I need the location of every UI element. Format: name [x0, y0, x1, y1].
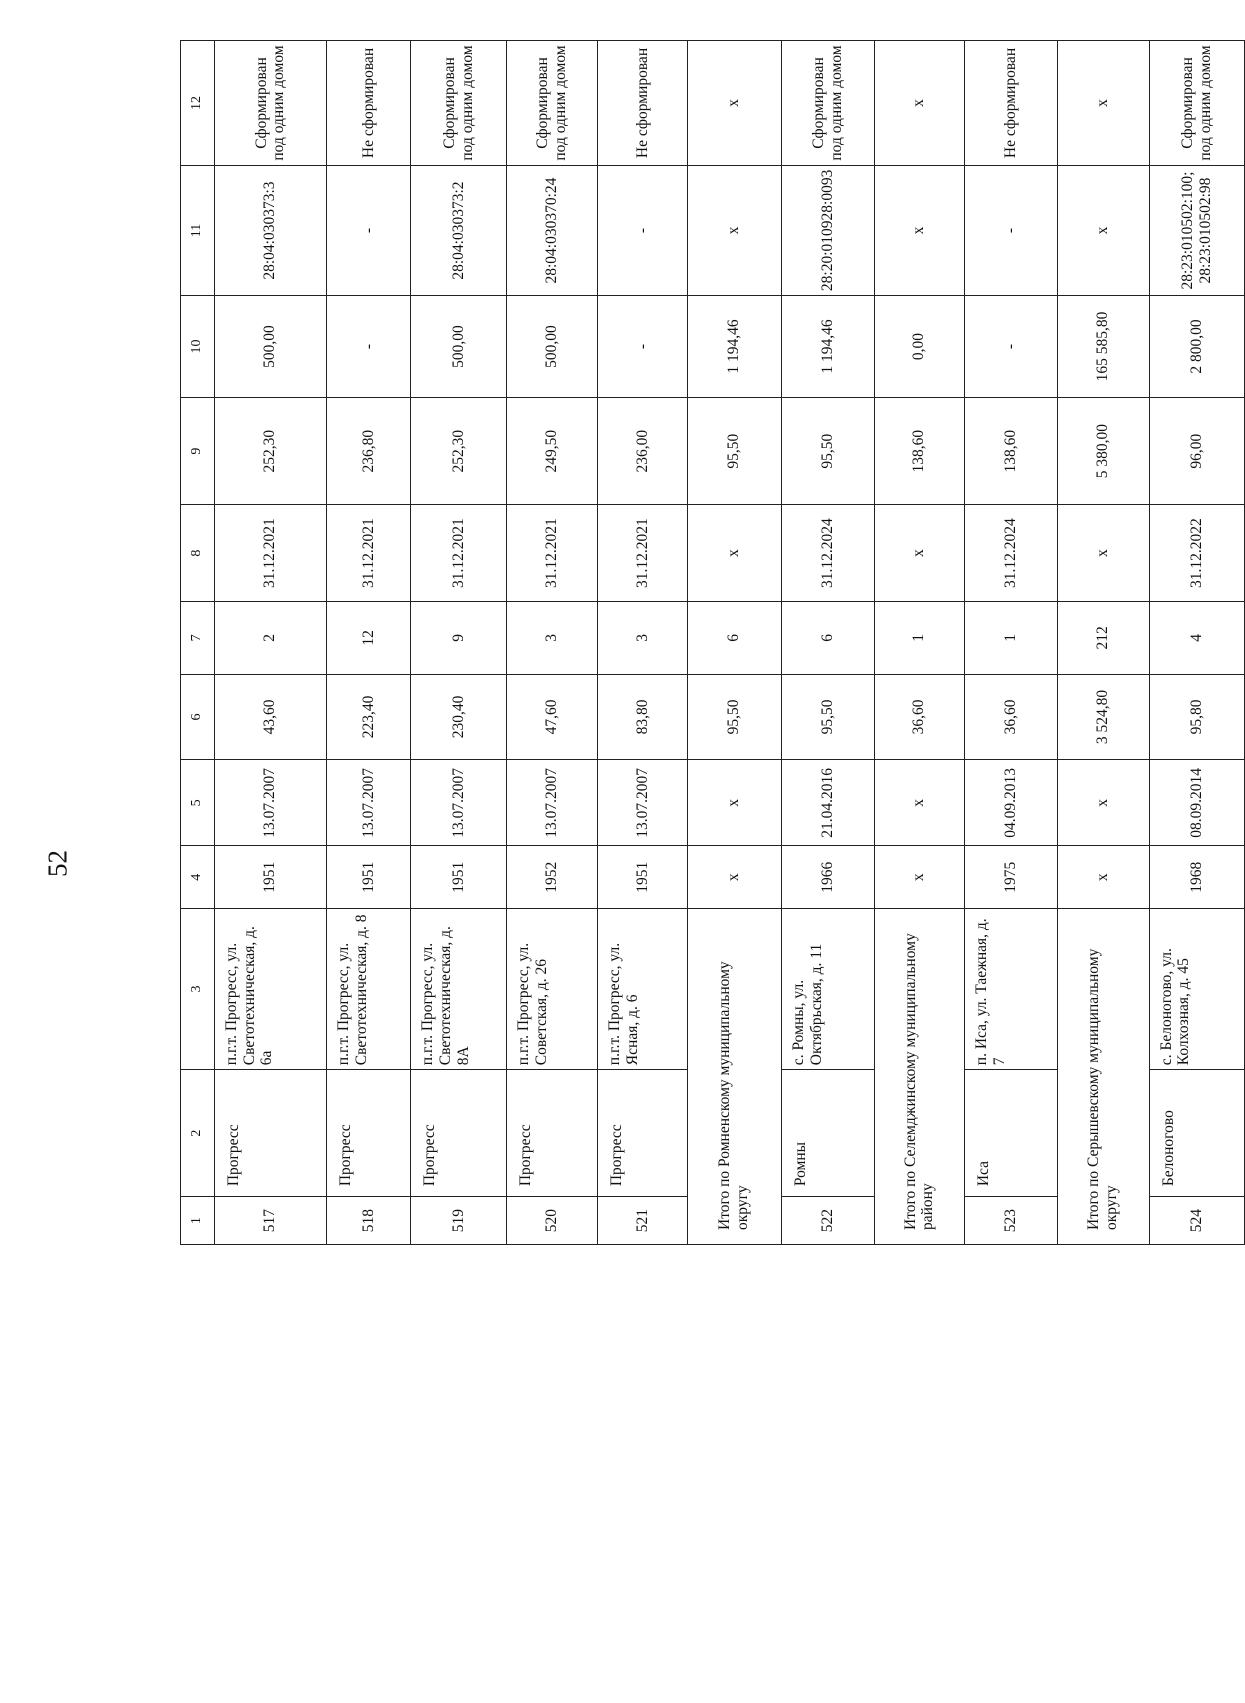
cell-col-3: п.г.т. Прогресс, ул. Светотехническая, д. 8А: [411, 908, 506, 1069]
cell-col-7: 6: [781, 601, 874, 674]
cell-col-8: х: [874, 505, 964, 602]
registry-table: [180, 40, 1245, 1245]
cell-col-7: 3: [598, 601, 687, 674]
column-number-12: 12: [181, 41, 215, 166]
column-number-3: 3: [181, 908, 215, 1069]
cell-col-9: 5 380,00: [1057, 398, 1149, 505]
cell-col-9: 236,80: [326, 398, 410, 505]
page-number: 52: [42, 850, 73, 877]
cell-col-9: 252,30: [214, 398, 326, 505]
cell-col-6: 95,80: [1149, 674, 1244, 759]
table-row: [1149, 41, 1244, 1245]
header-row: [181, 41, 215, 1245]
cell-col-8: 31.12.2021: [326, 505, 410, 602]
cell-col-3: с. Белоногово, ул. Колхозная, д. 45: [1149, 908, 1244, 1069]
cell-col-1: 521: [598, 1197, 687, 1245]
cell-col-10: 1 194,46: [687, 296, 781, 398]
cell-col-6: 3 524,80: [1057, 674, 1149, 759]
cell-col-2: Белоногово: [1149, 1070, 1244, 1197]
cell-col-5: 08.09.2014: [1149, 760, 1244, 846]
cell-col-12: Не сформирован: [598, 41, 687, 166]
cell-col-10: 0,00: [874, 296, 964, 398]
cell-col-1: 524: [1149, 1197, 1244, 1245]
cell-col-5: 21.04.2016: [781, 760, 874, 846]
table-row: [506, 41, 598, 1245]
cell-col-6: 36,60: [874, 674, 964, 759]
total-label: Итого по Селемджинскому муниципальному району: [874, 908, 964, 1244]
table-row: [598, 41, 687, 1245]
cell-col-12: х: [874, 41, 964, 166]
cell-col-11: 28:04:030373:2: [411, 166, 506, 296]
cell-col-5: 13.07.2007: [598, 760, 687, 846]
cell-col-4: 1975: [965, 846, 1058, 908]
cell-col-1: 518: [326, 1197, 410, 1245]
cell-col-6: 47,60: [506, 674, 598, 759]
cell-col-11: 28:04:030370:24: [506, 166, 598, 296]
cell-col-11: 28:04:030373:3: [214, 166, 326, 296]
column-number-5: 5: [181, 760, 215, 846]
cell-col-4: х: [874, 846, 964, 908]
cell-col-12: Не сформирован: [326, 41, 410, 166]
cell-col-9: 138,60: [965, 398, 1058, 505]
column-number-8: 8: [181, 505, 215, 602]
cell-col-12: Не сформирован: [965, 41, 1058, 166]
cell-col-12: Сформирован под одним домом: [781, 41, 874, 166]
cell-col-3: с. Ромны, ул. Октябрьская, д. 11: [781, 908, 874, 1069]
cell-col-2: Ромны: [781, 1070, 874, 1197]
cell-col-9: 249,50: [506, 398, 598, 505]
cell-col-7: 3: [506, 601, 598, 674]
cell-col-11: -: [965, 166, 1058, 296]
cell-col-5: х: [1057, 760, 1149, 846]
registry-table-rotated: [180, 40, 1245, 1245]
table-row: [965, 41, 1058, 1245]
cell-col-10: 1 194,46: [781, 296, 874, 398]
cell-col-11: х: [874, 166, 964, 296]
column-number-4: 4: [181, 846, 215, 908]
cell-col-7: 9: [411, 601, 506, 674]
cell-col-6: 43,60: [214, 674, 326, 759]
cell-col-12: Сформирован под одним домом: [1149, 41, 1244, 166]
column-number-7: 7: [181, 601, 215, 674]
cell-col-7: 12: [326, 601, 410, 674]
total-row: [687, 41, 781, 1245]
cell-col-12: х: [687, 41, 781, 166]
cell-col-3: п. Иса, ул. Таежная, д. 7: [965, 908, 1058, 1069]
cell-col-10: 500,00: [506, 296, 598, 398]
cell-col-3: п.г.т. Прогресс, ул. Советская, д. 26: [506, 908, 598, 1069]
cell-col-5: 13.07.2007: [214, 760, 326, 846]
table-row: [214, 41, 326, 1245]
cell-col-10: -: [326, 296, 410, 398]
cell-col-5: х: [687, 760, 781, 846]
column-number-2: 2: [181, 1070, 215, 1197]
cell-col-6: 83,80: [598, 674, 687, 759]
cell-col-6: 230,40: [411, 674, 506, 759]
cell-col-4: 1952: [506, 846, 598, 908]
cell-col-1: 522: [781, 1197, 874, 1245]
cell-col-4: 1951: [598, 846, 687, 908]
total-row: [874, 41, 964, 1245]
cell-col-12: х: [1057, 41, 1149, 166]
column-number-6: 6: [181, 674, 215, 759]
cell-col-11: 28:23:010502:100; 28:23:010502:98: [1149, 166, 1244, 296]
cell-col-4: 1951: [326, 846, 410, 908]
cell-col-8: 31.12.2021: [214, 505, 326, 602]
cell-col-8: х: [687, 505, 781, 602]
total-label: Итого по Ромненскому муниципальному округу: [687, 908, 781, 1244]
cell-col-4: 1968: [1149, 846, 1244, 908]
cell-col-7: 6: [687, 601, 781, 674]
cell-col-5: 13.07.2007: [411, 760, 506, 846]
cell-col-12: Сформирован под одним домом: [214, 41, 326, 166]
cell-col-2: Иса: [965, 1070, 1058, 1197]
cell-col-12: Сформирован под одним домом: [506, 41, 598, 166]
table-body: [181, 41, 1245, 1245]
cell-col-5: 13.07.2007: [506, 760, 598, 846]
cell-col-10: -: [598, 296, 687, 398]
cell-col-11: -: [598, 166, 687, 296]
cell-col-10: -: [965, 296, 1058, 398]
cell-col-4: 1951: [214, 846, 326, 908]
cell-col-10: 500,00: [411, 296, 506, 398]
table-row: [326, 41, 410, 1245]
cell-col-1: 519: [411, 1197, 506, 1245]
cell-col-3: п.г.т. Прогресс, ул. Светотехническая, д. 6а: [214, 908, 326, 1069]
cell-col-4: 1951: [411, 846, 506, 908]
cell-col-8: 31.12.2021: [598, 505, 687, 602]
cell-col-11: х: [687, 166, 781, 296]
cell-col-8: 31.12.2022: [1149, 505, 1244, 602]
cell-col-1: 520: [506, 1197, 598, 1245]
cell-col-3: п.г.т. Прогресс, ул. Светотехническая, д. 8: [326, 908, 410, 1069]
cell-col-2: Прогресс: [506, 1070, 598, 1197]
cell-col-7: 2: [214, 601, 326, 674]
cell-col-9: 95,50: [781, 398, 874, 505]
cell-col-7: 212: [1057, 601, 1149, 674]
table-row: [781, 41, 874, 1245]
cell-col-2: Прогресс: [326, 1070, 410, 1197]
cell-col-1: 517: [214, 1197, 326, 1245]
cell-col-4: х: [1057, 846, 1149, 908]
cell-col-8: х: [1057, 505, 1149, 602]
cell-col-9: 252,30: [411, 398, 506, 505]
cell-col-7: 1: [965, 601, 1058, 674]
cell-col-2: Прогресс: [598, 1070, 687, 1197]
table-row: [411, 41, 506, 1245]
cell-col-6: 223,40: [326, 674, 410, 759]
cell-col-10: 500,00: [214, 296, 326, 398]
cell-col-10: 165 585,80: [1057, 296, 1149, 398]
cell-col-1: 523: [965, 1197, 1058, 1245]
cell-col-8: 31.12.2021: [411, 505, 506, 602]
cell-col-4: х: [687, 846, 781, 908]
cell-col-2: Прогресс: [214, 1070, 326, 1197]
total-row: [1057, 41, 1149, 1245]
cell-col-6: 95,50: [687, 674, 781, 759]
cell-col-5: х: [874, 760, 964, 846]
cell-col-8: 31.12.2024: [781, 505, 874, 602]
cell-col-7: 4: [1149, 601, 1244, 674]
cell-col-10: 2 800,00: [1149, 296, 1244, 398]
cell-col-9: 236,00: [598, 398, 687, 505]
cell-col-3: п.г.т. Прогресс, ул. Ясная, д. 6: [598, 908, 687, 1069]
cell-col-12: Сформирован под одним домом: [411, 41, 506, 166]
cell-col-11: 28:20:010928:0093: [781, 166, 874, 296]
total-label: Итого по Серышевскому муниципальному округу: [1057, 908, 1149, 1244]
cell-col-8: 31.12.2021: [506, 505, 598, 602]
cell-col-4: 1966: [781, 846, 874, 908]
cell-col-5: 13.07.2007: [326, 760, 410, 846]
column-number-10: 10: [181, 296, 215, 398]
column-number-11: 11: [181, 166, 215, 296]
cell-col-6: 95,50: [781, 674, 874, 759]
cell-col-2: Прогресс: [411, 1070, 506, 1197]
column-number-1: 1: [181, 1197, 215, 1245]
cell-col-5: 04.09.2013: [965, 760, 1058, 846]
cell-col-9: 95,50: [687, 398, 781, 505]
cell-col-11: х: [1057, 166, 1149, 296]
cell-col-8: 31.12.2024: [965, 505, 1058, 602]
cell-col-7: 1: [874, 601, 964, 674]
cell-col-9: 96,00: [1149, 398, 1244, 505]
cell-col-11: -: [326, 166, 410, 296]
column-number-9: 9: [181, 398, 215, 505]
cell-col-6: 36,60: [965, 674, 1058, 759]
cell-col-9: 138,60: [874, 398, 964, 505]
